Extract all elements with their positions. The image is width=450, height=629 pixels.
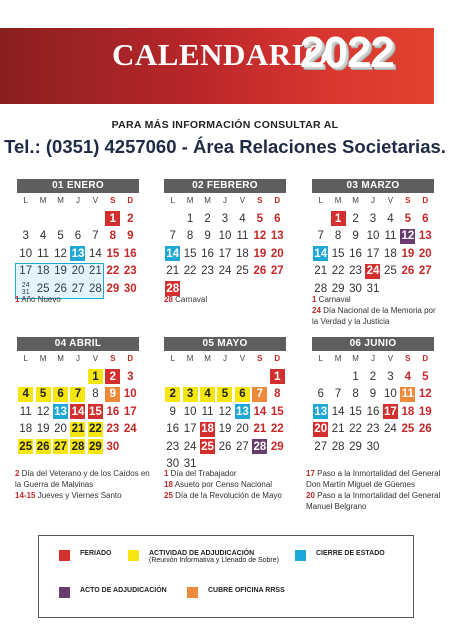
- day-cell: 23: [349, 265, 362, 278]
- month-title: 03 MARZO: [312, 179, 434, 193]
- empty-cell: [34, 210, 51, 228]
- weekday-label: M: [186, 196, 194, 205]
- day-cell: 29: [106, 282, 120, 295]
- day-cell: 19: [253, 247, 267, 260]
- weekday-label: J: [222, 354, 227, 363]
- day-cell: 22: [89, 423, 102, 436]
- day-cell: 26: [418, 423, 432, 436]
- day-cell: 15: [270, 405, 284, 418]
- day-cell: 21: [89, 265, 102, 278]
- month-title: 04 ABRIL: [17, 337, 139, 351]
- weekday-label: D: [274, 196, 281, 205]
- day-cell: 18: [236, 247, 249, 260]
- day-cell: 13: [54, 405, 67, 418]
- day-cell: 17: [183, 423, 197, 436]
- day-cell: 14: [89, 247, 102, 260]
- weekday-label: M: [57, 354, 64, 363]
- day-cell: 25: [36, 282, 50, 295]
- day-cell: 30: [166, 458, 180, 471]
- swatch-cubre: [187, 587, 198, 598]
- day-cell: 16: [166, 423, 180, 436]
- day-cell: 8: [92, 388, 99, 401]
- day-cell: 8: [109, 230, 117, 243]
- weekday-label: V: [92, 354, 99, 363]
- weekday-label: M: [186, 354, 194, 363]
- legend-cierre: CIERRE DE ESTADO: [295, 550, 385, 561]
- day-cell: 6: [234, 386, 251, 404]
- day-cell: 5: [404, 212, 412, 225]
- day-cell: 7: [251, 386, 268, 404]
- day-cell: 27: [314, 440, 328, 453]
- day-cell: 19: [218, 423, 232, 436]
- note-item: 1 Día del Trabajador: [164, 469, 237, 478]
- weekday-label: M: [204, 196, 211, 205]
- day-cell: 29: [89, 440, 102, 453]
- note-item: 25 Día de la Revolución de Mayo: [164, 491, 282, 500]
- day-cell: 20: [270, 247, 284, 260]
- day-cell: 10: [123, 388, 137, 401]
- day-cell: 16: [366, 405, 380, 418]
- day-cell: 12: [418, 388, 432, 401]
- weekday-row: [164, 354, 286, 366]
- day-cell: 2: [164, 386, 181, 404]
- day-cell: 2: [352, 212, 359, 225]
- swatch-cierre: [295, 550, 306, 561]
- day-cell: 31: [183, 458, 197, 471]
- day-cell: 9: [104, 386, 121, 404]
- day-cell: 12: [54, 247, 67, 260]
- day-cell: 29: [349, 440, 362, 453]
- day-cell: 4: [17, 386, 34, 404]
- day-cell: 5: [422, 370, 429, 383]
- weekday-label: J: [370, 354, 375, 363]
- weekday-label: M: [57, 196, 64, 205]
- empty-cell: [234, 368, 251, 386]
- weekday-label: L: [23, 196, 28, 205]
- day-cell: 6: [74, 230, 82, 243]
- weekday-label: S: [110, 196, 116, 205]
- day-cell: 6: [52, 386, 69, 404]
- weekday-label: L: [170, 354, 175, 363]
- weekday-label: S: [405, 196, 411, 205]
- weekday-label: V: [92, 196, 99, 205]
- empty-cell: [87, 210, 104, 228]
- day-cell: 1: [329, 210, 346, 228]
- day-grid: [312, 210, 434, 298]
- day-cell: 7: [92, 230, 99, 243]
- day-cell: 25: [201, 440, 214, 453]
- day-cell: 1: [186, 212, 194, 225]
- weekday-label: J: [370, 196, 375, 205]
- day-cell: 27: [270, 265, 284, 278]
- empty-cell: [69, 368, 86, 386]
- day-cell: 15: [106, 247, 120, 260]
- empty-cell: [312, 210, 329, 228]
- weekday-label: M: [204, 354, 211, 363]
- day-cell: 4: [239, 212, 246, 225]
- weekday-label: V: [387, 196, 394, 205]
- day-cell: 24: [183, 440, 197, 453]
- day-cell: 17: [19, 265, 33, 278]
- day-cell: 24: [384, 423, 397, 436]
- day-cell: 28: [253, 440, 267, 453]
- day-cell: 26: [253, 265, 267, 278]
- day-cell: 26: [36, 440, 50, 453]
- day-cell: 22: [106, 265, 120, 278]
- day-cell: 16: [349, 247, 362, 260]
- day-cell: 20: [236, 423, 249, 436]
- day-cell: 3: [369, 212, 377, 225]
- day-cell: 24: [366, 265, 380, 278]
- day-cell: 3: [221, 212, 229, 225]
- weekday-label: S: [257, 354, 263, 363]
- day-cell: 23: [123, 265, 137, 278]
- day-cell: 22: [183, 265, 197, 278]
- weekday-label: L: [170, 196, 175, 205]
- day-cell: 22: [349, 423, 362, 436]
- weekday-label: D: [422, 354, 429, 363]
- note-item: 28 Carnaval: [164, 295, 208, 304]
- day-cell: 11: [19, 405, 32, 418]
- day-cell: 3: [387, 370, 394, 383]
- day-cell: 21: [253, 423, 267, 436]
- day-grid: [164, 368, 286, 473]
- day-cell: 18: [201, 423, 214, 436]
- month-notes: [15, 468, 155, 501]
- day-cell: 10: [19, 247, 33, 260]
- weekday-row: [312, 196, 434, 208]
- day-cell: 1: [104, 210, 121, 228]
- day-cell: 26: [218, 440, 232, 453]
- day-cell: 21: [71, 423, 85, 436]
- weekday-label: J: [75, 354, 80, 363]
- day-cell: 23: [366, 423, 380, 436]
- day-cell: 17: [123, 405, 137, 418]
- day-cell: 24: [218, 265, 232, 278]
- day-cell: 9: [369, 388, 377, 401]
- day-cell: 20: [314, 423, 328, 436]
- note-item: 14-15 Jueves y Viernes Santo: [15, 491, 122, 500]
- day-cell: 16: [123, 247, 137, 260]
- day-cell: 27: [236, 440, 249, 453]
- day-cell: 30: [366, 440, 380, 453]
- note-item: 1 Año Nuevo: [15, 295, 61, 304]
- month-notes: [306, 468, 442, 512]
- day-cell: 24: [123, 423, 137, 436]
- legend-adjudicacion: [128, 550, 279, 564]
- empty-cell: [52, 368, 69, 386]
- empty-cell: [34, 368, 51, 386]
- day-cell: 17: [384, 405, 397, 418]
- day-cell: 5: [256, 212, 264, 225]
- weekday-label: M: [352, 196, 359, 205]
- day-cell: 21: [314, 265, 328, 278]
- day-cell: 11: [236, 230, 249, 243]
- weekday-label: L: [23, 354, 28, 363]
- contact-phone: Tel.: (0351) 4257060 - Área Relaciones Societarias.: [4, 136, 446, 157]
- month-title: 01 ENERO: [17, 179, 139, 193]
- day-cell: 27: [418, 265, 432, 278]
- month-title: 05 MAYO: [164, 337, 286, 351]
- weekday-row: [312, 354, 434, 366]
- day-cell: 13: [71, 247, 85, 260]
- day-cell: 5: [34, 386, 51, 404]
- day-cell: 29: [270, 440, 284, 453]
- month-notes: [164, 294, 294, 305]
- day-cell: 3: [22, 230, 29, 243]
- day-cell: 17: [218, 247, 232, 260]
- legend-feriado: FERIADO: [59, 550, 112, 561]
- month-3: [312, 179, 434, 298]
- day-cell: 29: [331, 282, 345, 295]
- day-cell: 23: [106, 423, 120, 436]
- day-cell: 12: [253, 230, 267, 243]
- day-cell: 30: [123, 282, 137, 295]
- day-cell: 19: [54, 265, 67, 278]
- note-item: 24 Día Nacional de la Memoria por la Verdad y la Justicia: [312, 306, 436, 326]
- day-cell: 13: [418, 230, 432, 243]
- day-cell: 14: [331, 405, 345, 418]
- weekday-label: J: [222, 196, 227, 205]
- weekday-label: M: [334, 354, 342, 363]
- day-cell: 14: [166, 247, 180, 260]
- day-cell: 3: [181, 386, 198, 404]
- empty-cell: [69, 210, 86, 228]
- day-cell: 22: [270, 423, 284, 436]
- month-notes: [312, 294, 440, 327]
- day-cell: 25: [236, 265, 249, 278]
- banner-year: 2022: [300, 28, 394, 77]
- day-cell: 6: [274, 212, 281, 225]
- empty-cell: [164, 210, 181, 228]
- day-cell: 18: [384, 247, 397, 260]
- month-notes: [15, 294, 145, 305]
- day-cell: 22: [331, 265, 345, 278]
- day-cell: 14: [253, 405, 267, 418]
- swatch-acto: [59, 587, 70, 598]
- day-cell: 26: [401, 265, 415, 278]
- day-cell: 27: [54, 440, 67, 453]
- legend: [38, 535, 414, 618]
- day-cell: 23: [201, 265, 214, 278]
- month-title: 06 JUNIO: [312, 337, 434, 351]
- day-cell: 12: [36, 405, 50, 418]
- day-cell: 9: [204, 230, 211, 243]
- month-4: [17, 337, 139, 456]
- day-cell: 23: [166, 440, 180, 453]
- note-item: 17 Paso a la Inmortalidad del General Don Martín Miguel de Güemes: [306, 469, 441, 489]
- day-cell: 6: [317, 388, 324, 401]
- day-cell: 1: [87, 368, 104, 386]
- day-cell: 28: [71, 440, 85, 453]
- day-cell: 13: [236, 405, 249, 418]
- month-title: 02 FEBRERO: [164, 179, 286, 193]
- day-cell: 4: [404, 370, 412, 383]
- legend-adjudicacion-sub: (Reunión Informativa y Llenado de Sobre): [149, 557, 279, 564]
- day-cell: 30: [106, 440, 120, 453]
- day-grid: [312, 368, 434, 456]
- weekday-label: D: [274, 354, 281, 363]
- month-notes: [164, 468, 304, 501]
- day-cell: 28: [314, 282, 328, 295]
- day-cell: 8: [334, 230, 342, 243]
- day-cell: 10: [218, 230, 232, 243]
- day-cell: 2: [127, 212, 134, 225]
- note-item: 18 Asueto por Censo Nacional: [164, 480, 273, 489]
- empty-cell: [312, 368, 329, 386]
- day-cell: 5: [216, 386, 233, 404]
- weekday-label: M: [39, 354, 47, 363]
- day-cell: 25: [384, 265, 397, 278]
- weekday-label: S: [405, 354, 411, 363]
- day-cell: 25: [19, 440, 33, 453]
- empty-cell: [199, 368, 216, 386]
- swatch-feriado: [59, 550, 70, 561]
- month-2: [164, 179, 286, 298]
- day-cell: 20: [54, 423, 67, 436]
- empty-cell: [216, 368, 233, 386]
- month-5: [164, 337, 286, 473]
- day-cell: 27: [71, 282, 85, 295]
- legend-adjudicacion-label: ACTIVIDAD DE ADJUDICACIÓN: [149, 550, 255, 557]
- day-cell: 15: [349, 405, 362, 418]
- day-cell: 2: [369, 370, 377, 383]
- empty-cell: [181, 368, 198, 386]
- day-cell: 19: [36, 423, 50, 436]
- day-cell: 2: [204, 212, 211, 225]
- day-cell: 31: [366, 282, 380, 295]
- day-cell: 12: [401, 230, 415, 243]
- weekday-label: L: [318, 196, 323, 205]
- day-cell: 11: [201, 405, 214, 418]
- day-cell: 7: [169, 230, 176, 243]
- day-cell: 7: [317, 230, 324, 243]
- day-cell: 18: [36, 265, 50, 278]
- day-cell: 28: [331, 440, 345, 453]
- day-cell: 3: [127, 370, 134, 383]
- day-cell: 13: [314, 405, 328, 418]
- day-cell: 16: [201, 247, 214, 260]
- day-cell: 14: [314, 247, 328, 260]
- weekday-label: M: [334, 196, 342, 205]
- day-cell: 8: [352, 388, 359, 401]
- weekday-label: S: [257, 196, 263, 205]
- day-cell: 7: [334, 388, 342, 401]
- day-cell: 13: [270, 230, 284, 243]
- day-cell: 7: [69, 386, 86, 404]
- info-text: PARA MÁS INFORMACIÓN CONSULTAR AL: [111, 119, 339, 131]
- day-cell: 28: [89, 282, 102, 295]
- day-cell: 24 31: [21, 281, 30, 296]
- day-cell: 9: [169, 405, 176, 418]
- day-cell: 16: [106, 405, 120, 418]
- day-cell: 5: [57, 230, 64, 243]
- weekday-label: V: [387, 354, 394, 363]
- day-cell: 10: [384, 388, 397, 401]
- day-cell: 4: [199, 386, 216, 404]
- day-cell: 1: [352, 370, 359, 383]
- empty-cell: [251, 368, 268, 386]
- empty-cell: [164, 368, 181, 386]
- day-cell: 11: [37, 247, 50, 260]
- day-cell: 8: [274, 388, 281, 401]
- weekday-row: [17, 354, 139, 366]
- day-cell: 8: [186, 230, 194, 243]
- day-cell: 4: [387, 212, 394, 225]
- day-cell: 9: [127, 230, 134, 243]
- weekday-label: D: [127, 354, 134, 363]
- day-cell: 15: [183, 247, 197, 260]
- weekday-label: M: [39, 196, 47, 205]
- weekday-label: D: [127, 196, 134, 205]
- day-cell: 28: [166, 282, 180, 295]
- empty-cell: [17, 368, 34, 386]
- day-cell: 14: [71, 405, 85, 418]
- day-grid: [164, 210, 286, 298]
- day-cell: 15: [331, 247, 345, 260]
- swatch-adjudicacion: [128, 550, 139, 561]
- weekday-label: J: [75, 196, 80, 205]
- note-item: 2 Día del Veterano y de los Caídos en la Guerra de Malvinas: [15, 469, 150, 489]
- day-cell: 6: [422, 212, 429, 225]
- day-cell: 2: [104, 368, 121, 386]
- day-cell: 10: [366, 230, 380, 243]
- weekday-row: [17, 196, 139, 208]
- weekday-label: S: [110, 354, 116, 363]
- day-cell: 21: [166, 265, 180, 278]
- weekday-label: L: [318, 354, 323, 363]
- day-cell: 18: [19, 423, 33, 436]
- day-cell: 25: [401, 423, 415, 436]
- day-cell: 11: [384, 230, 397, 243]
- day-cell: 11: [401, 388, 414, 401]
- day-cell: 10: [183, 405, 197, 418]
- empty-cell: [329, 368, 346, 386]
- day-cell: 1: [269, 368, 286, 386]
- day-cell: 30: [349, 282, 362, 295]
- day-cell: 19: [418, 405, 432, 418]
- note-item: 1 Carnaval: [312, 295, 351, 304]
- month-6: [312, 337, 434, 456]
- note-item: 20 Paso a la Inmortalidad del General Manuel Belgrano: [306, 491, 441, 511]
- empty-cell: [17, 210, 34, 228]
- day-cell: 21: [331, 423, 345, 436]
- day-cell: 15: [89, 405, 102, 418]
- day-cell: 9: [352, 230, 359, 243]
- day-cell: 20: [418, 247, 432, 260]
- legend-cubre: CUBRE OFICINA RRSS: [187, 587, 285, 598]
- day-cell: 18: [401, 405, 415, 418]
- day-cell: 20: [71, 265, 85, 278]
- banner-title: CALENDARIO: [112, 37, 329, 72]
- day-cell: 12: [218, 405, 232, 418]
- day-grid: [17, 368, 139, 456]
- empty-cell: [52, 210, 69, 228]
- day-cell: 17: [366, 247, 380, 260]
- weekday-label: D: [422, 196, 429, 205]
- day-cell: 19: [401, 247, 415, 260]
- day-cell: 26: [54, 282, 67, 295]
- weekday-label: V: [239, 354, 246, 363]
- weekday-row: [164, 196, 286, 208]
- legend-acto: ACTO DE ADJUDICACIÓN: [59, 587, 167, 598]
- day-cell: 4: [39, 230, 47, 243]
- weekday-label: V: [239, 196, 246, 205]
- weekday-label: M: [352, 354, 359, 363]
